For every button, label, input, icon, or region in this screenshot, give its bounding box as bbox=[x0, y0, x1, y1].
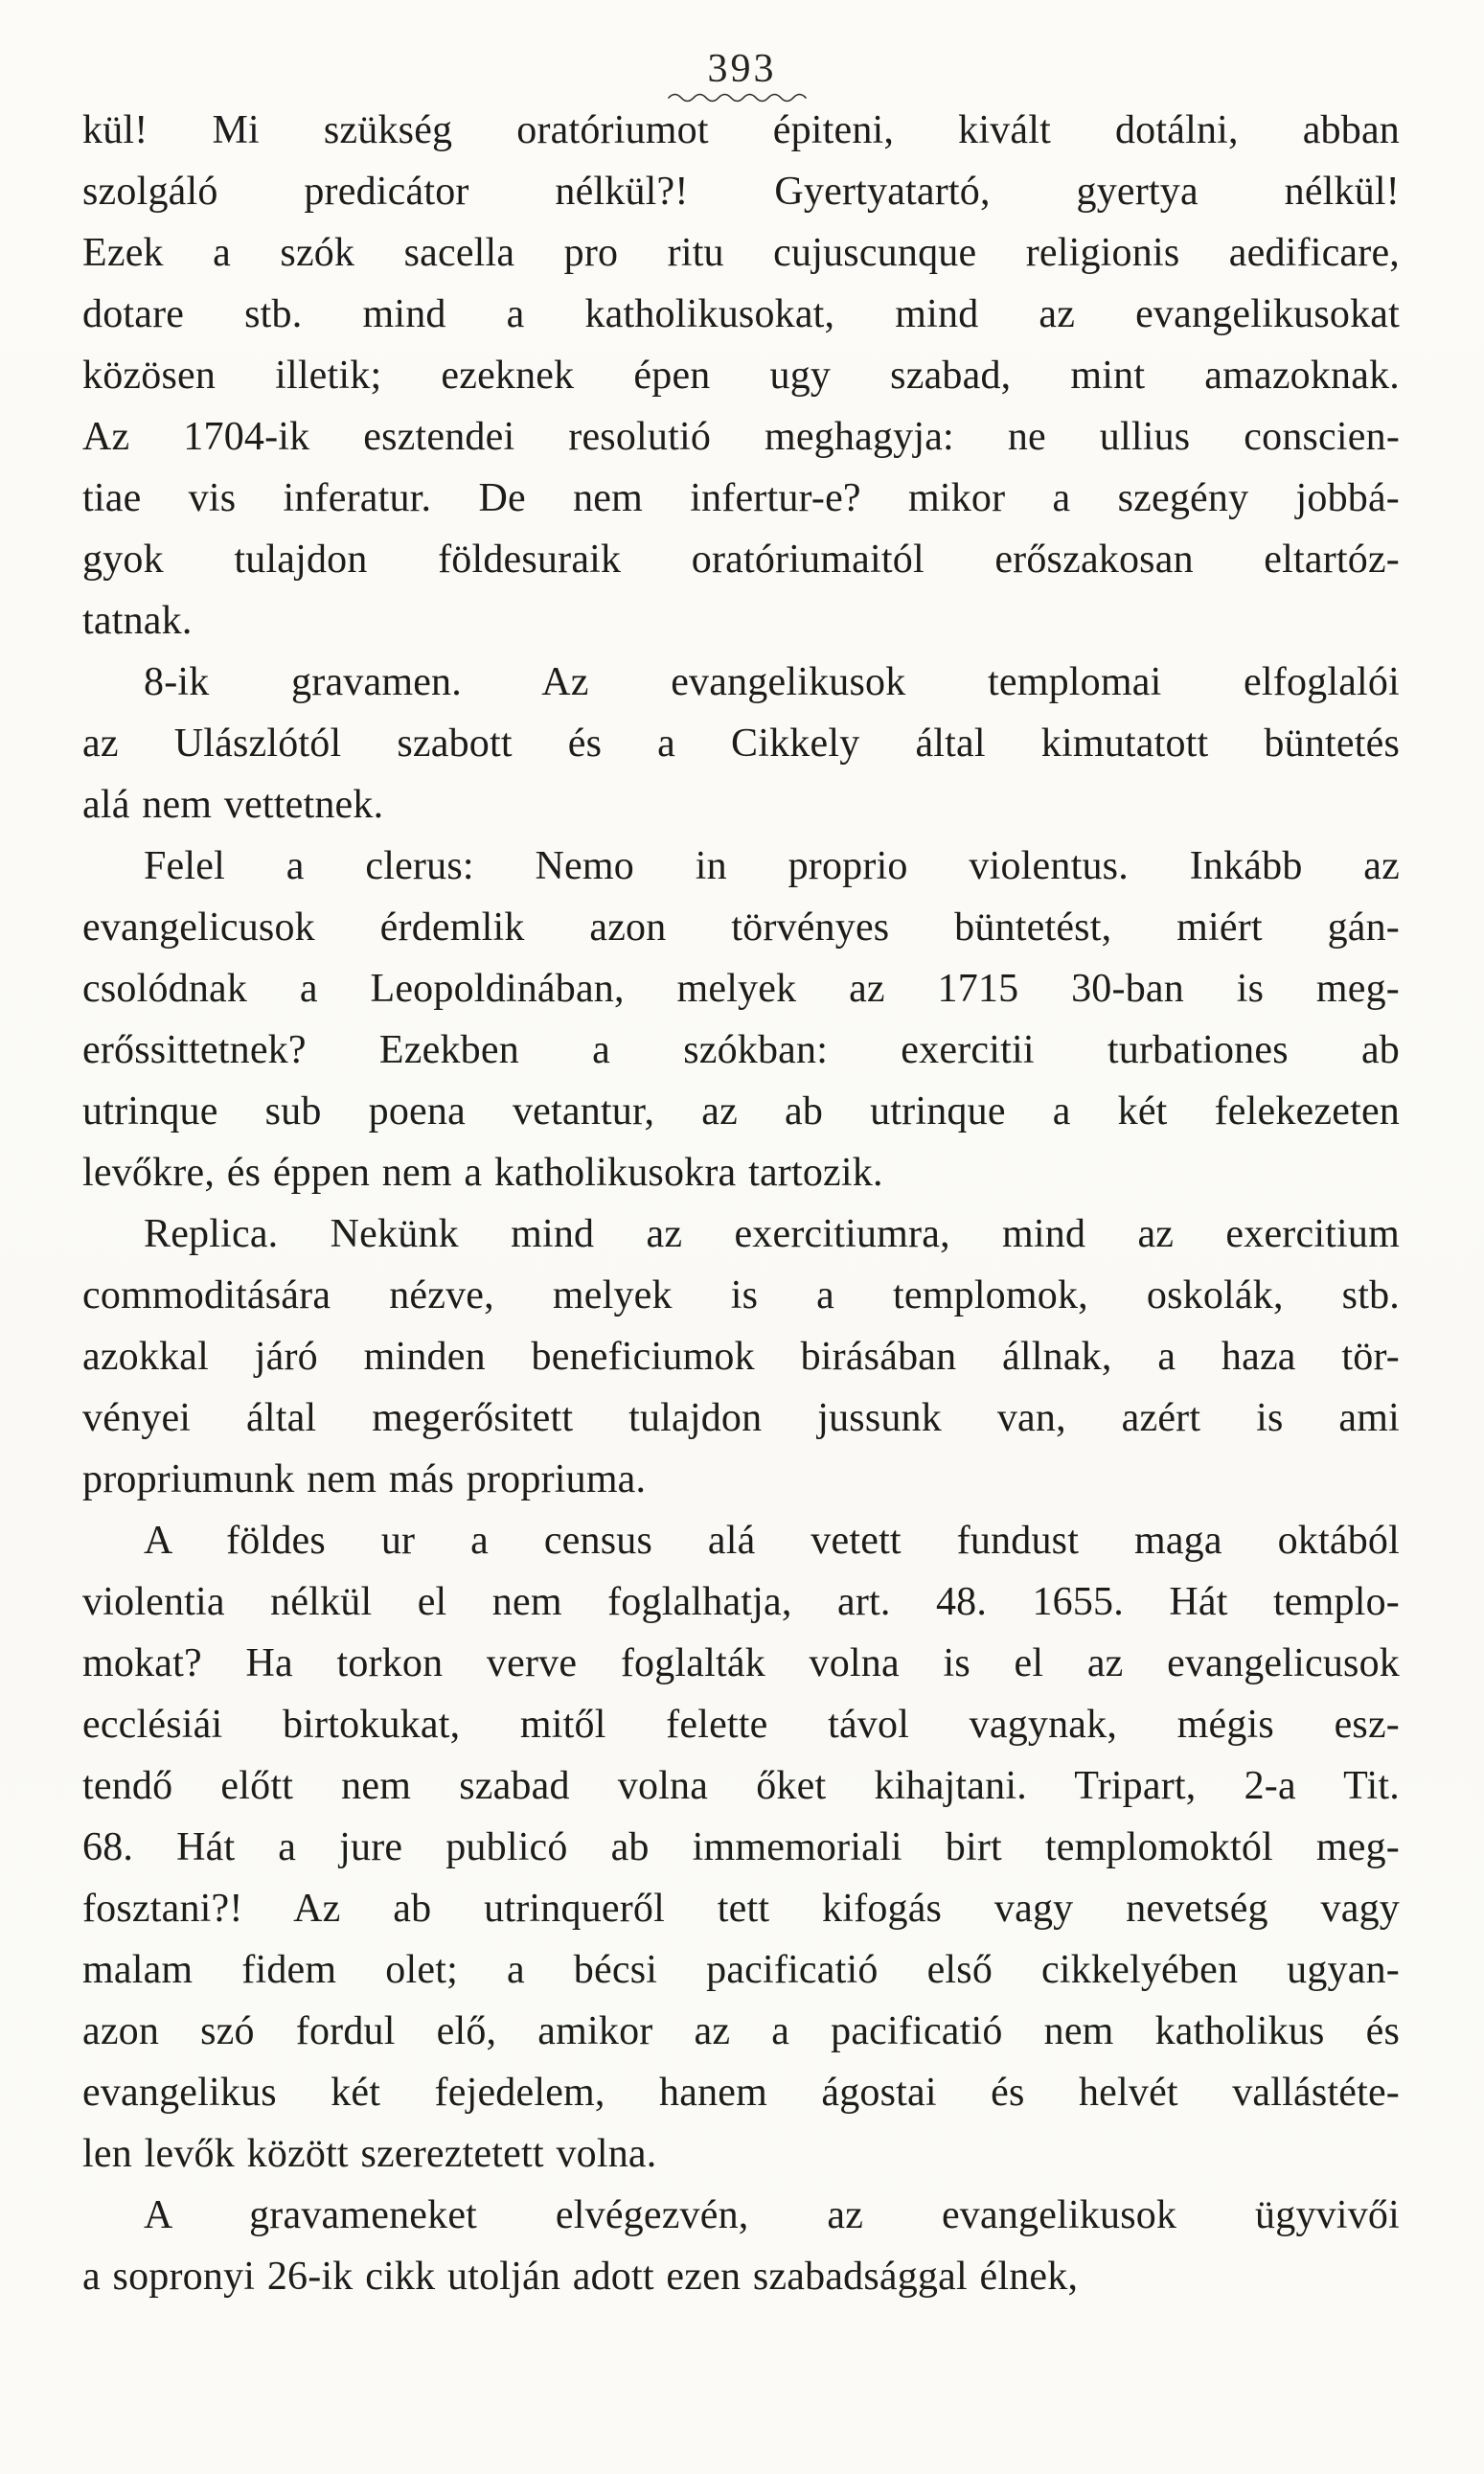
page-body bbox=[82, 100, 1400, 2307]
text-line: tendő előtt nem szabad volna őket kihajtani. Tripart, 2-a Tit. bbox=[82, 1764, 1400, 1808]
text-line: tiae vis inferatur. De nem infertur-e? mikor a szegény jobbá- bbox=[82, 476, 1400, 520]
text-line: 68. Hát a jure publicó ab immemoriali birt templomoktól meg- bbox=[82, 1825, 1400, 1869]
paragraph bbox=[82, 652, 1400, 836]
text-line: utrinque sub poena vetantur, az ab utrinque a két felekezeten bbox=[82, 1089, 1400, 1134]
text-line: evangelicusok érdemlik azon törvényes büntetést, miért gán- bbox=[82, 905, 1400, 950]
text-line: levőkre, és éppen nem a katholikusokra tartozik. bbox=[82, 1151, 883, 1195]
text-line: azokkal járó minden beneficiumok birásában állnak, a haza tör- bbox=[82, 1335, 1400, 1379]
text-line: csolódnak a Leopoldinában, melyek az 1715 30-ban is meg- bbox=[82, 967, 1400, 1011]
text-line: violentia nélkül el nem foglalhatja, art. 48. 1655. Hát templo- bbox=[82, 1580, 1400, 1624]
text-line: Ezek a szók sacella pro ritu cujuscunque religionis aedificare, bbox=[82, 231, 1400, 275]
page-number: 393 bbox=[707, 47, 777, 91]
paragraph bbox=[82, 1203, 1400, 1510]
text-line: kül! Mi szükség oratóriumot épiteni, kivált dotálni, abban bbox=[82, 108, 1400, 152]
text-line: evangelikus két fejedelem, hanem ágostai és helvét vallástéte- bbox=[82, 2071, 1400, 2115]
text-line: az Ulászlótól szabott és a Cikkely által kimutatott büntetés bbox=[82, 722, 1400, 766]
text-line: malam fidem olet; a bécsi pacificatió első cikkelyében ugyan- bbox=[82, 1948, 1400, 1992]
text-line: len levők között szereztetett volna. bbox=[82, 2132, 657, 2176]
text-line: A gravameneket elvégezvén, az evangelikusok ügyvivői bbox=[144, 2193, 1400, 2237]
text-line: 8-ik gravamen. Az evangelikusok templomai elfoglalói bbox=[144, 660, 1400, 704]
text-line: A földes ur a census alá vetett fundust maga oktából bbox=[144, 1519, 1400, 1563]
paragraph bbox=[82, 1510, 1400, 2185]
paragraph bbox=[82, 2185, 1400, 2307]
text-line: Az 1704-ik esztendei resolutió meghagyja: ne ullius conscien- bbox=[82, 415, 1400, 459]
text-line: gyok tulajdon földesuraik oratóriumaitól erőszakosan eltartóz- bbox=[82, 538, 1400, 582]
text-line: alá nem vettetnek. bbox=[82, 783, 384, 827]
text-line: fosztani?! Az ab utrinqueről tett kifogás vagy nevetség vagy bbox=[82, 1887, 1400, 1931]
text-line: tatnak. bbox=[82, 599, 193, 643]
text-line: ecclésiái birtokukat, mitől felette távol vagynak, mégis esz- bbox=[82, 1703, 1400, 1747]
paragraph bbox=[82, 100, 1400, 652]
page-header bbox=[0, 48, 1484, 103]
text-line: vényei által megerősitett tulajdon jussunk van, azért is ami bbox=[82, 1396, 1400, 1440]
text-line: azon szó fordul elő, amikor az a pacificatió nem katholikus és bbox=[82, 2009, 1400, 2053]
text-line: közösen illetik; ezeknek épen ugy szabad, mint amazoknak. bbox=[82, 354, 1400, 398]
text-line: dotare stb. mind a katholikusokat, mind az evangelikusokat bbox=[82, 292, 1400, 336]
text-line: propriumunk nem más propriuma. bbox=[82, 1457, 647, 1501]
text-line: a sopronyi 26-ik cikk utolján adott ezen szabadsággal élnek, bbox=[82, 2255, 1079, 2299]
text-line: Felel a clerus: Nemo in proprio violentus. Inkább az bbox=[144, 844, 1400, 888]
text-line: erőssittetnek? Ezekben a szókban: exercitii turbationes ab bbox=[82, 1028, 1400, 1072]
text-line: szolgáló predicátor nélkül?! Gyertyatartó, gyertya nélkül! bbox=[82, 170, 1400, 214]
text-line: mokat? Ha torkon verve foglalták volna is el az evangelicusok bbox=[82, 1641, 1400, 1685]
paragraph bbox=[82, 836, 1400, 1203]
text-line: Replica. Nekünk mind az exercitiumra, mind az exercitium bbox=[144, 1212, 1400, 1256]
text-line: commoditására nézve, melyek is a templomok, oskolák, stb. bbox=[82, 1273, 1400, 1317]
